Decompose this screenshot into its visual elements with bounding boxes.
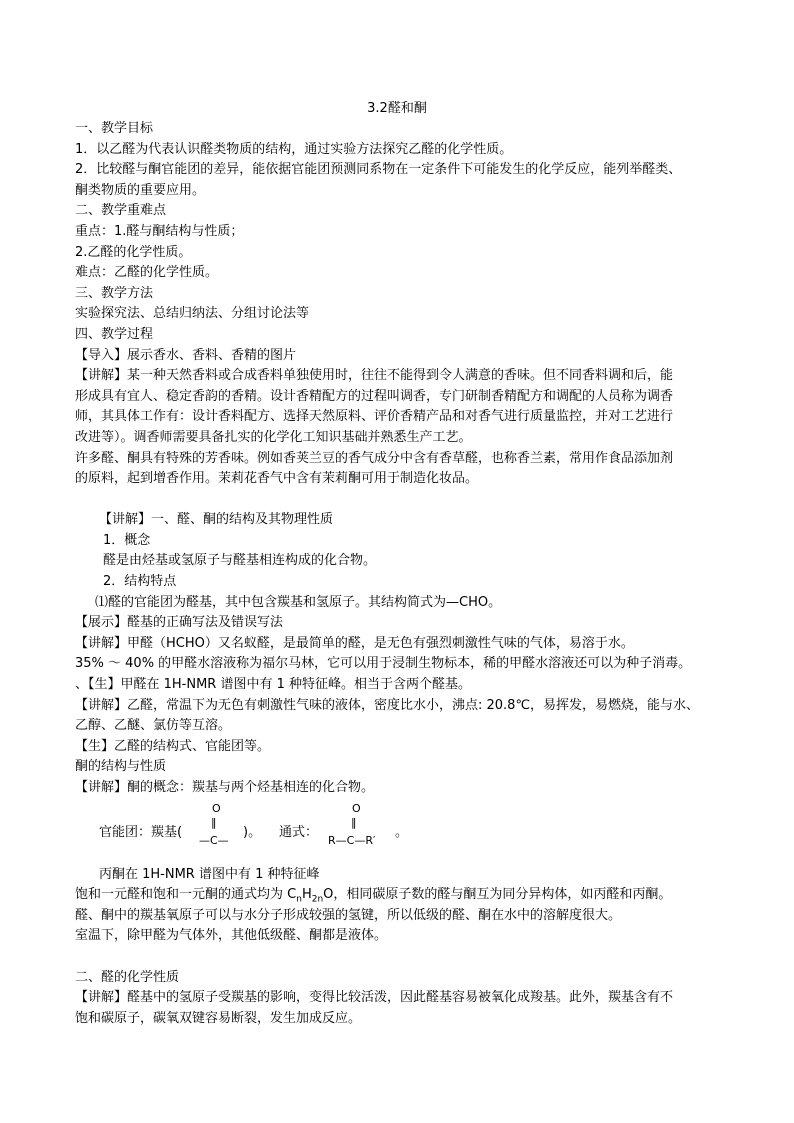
section-heading: 四、教学过程: [75, 326, 154, 342]
text-line: 2．比较醛与酮官能团的差异，能依据官能团预测同系物在一定条件下可能发生的化学反应，能列举醛类、: [75, 162, 682, 178]
text-line: 许多醛、酮具有特殊的芳香味。例如香荚兰豆的香气成分中含有香草醛，也称香兰素，常用作食品添加剂: [75, 450, 674, 466]
page-title: 3.2醛和酮: [367, 101, 427, 116]
document-body: [75, 119, 755, 1029]
text-line: 2.乙醛的化学性质。: [75, 244, 192, 260]
text-line: 35% ～ 40% 的甲醛水溶液称为福尔马林，它可以用于浸制生物标本，稀的甲醛水溶液还可以为种子消毒。: [75, 656, 692, 672]
spacer: [75, 947, 755, 968]
general-formula-label: 通式：: [279, 824, 319, 840]
section-heading: 二、醛的化学性质: [75, 969, 180, 985]
text-line: 重点：1.醛与酮结构与性质；: [75, 223, 244, 239]
section-heading: 二、教学重难点: [75, 203, 167, 219]
text-line: 形成具有宜人、稳定香韵的香精。设计香精配方的过程叫调香，专门研制香精配方和调配的人员称为调香: [75, 388, 674, 404]
text-line: 1．概念: [103, 532, 151, 548]
text-line: 师，其具体工作有：设计香料配方、选择天然原料、评价香精产品和对香气进行质量监控，并对工艺进行: [75, 409, 674, 425]
ketone-oxygen: O: [352, 801, 361, 815]
text-line: 2．结构特点: [103, 574, 177, 590]
structural-formula-block: [75, 799, 755, 865]
text-line: 饱和碳原子，碳氧双键容易断裂，发生加成反应。: [75, 1010, 362, 1026]
text-line: 【讲解】乙醛，常温下为无色有刺激性气味的液体，密度比水小，沸点: 20.8℃，易挥发，易燃烧，能与水、: [75, 697, 700, 713]
ketone-double-bond: ‖: [351, 815, 357, 829]
carbonyl-oxygen: O: [212, 801, 221, 815]
general-formula-end: 。: [395, 824, 409, 840]
spacer: [75, 490, 755, 511]
carbonyl-double-bond: ‖: [211, 815, 217, 829]
ketone-general-formula: R—C—R′: [328, 833, 376, 847]
text-line: 实验探究法、总结归纳法、分组讨论法等: [75, 306, 310, 322]
text-line: 【讲解】甲醛（HCHO）又名蚁醛，是最简单的醛，是无色有强烈刺激性气味的气体，易溶于水。: [75, 635, 634, 651]
text-line: 醛、酮中的羰基氧原子可以与水分子形成较强的氢键，所以低级的醛、酮在水中的溶解度很大。: [75, 907, 622, 923]
text-line: 【生】乙醛的结构式、官能团等。: [75, 738, 271, 754]
text-line: 、【生】甲醛在 1H-NMR 谱图中有 1 种特征峰。相当于含两个醛基。: [75, 677, 472, 693]
text-line: 醛是由烃基或氢原子与醛基相连构成的化合物。: [103, 553, 377, 569]
text-line: 丙酮在 1H-NMR 谱图中有 1 种特征峰: [99, 866, 320, 882]
text-line: 【讲解】酮的概念：羰基与两个烃基相连的化合物。: [75, 780, 375, 795]
text-line: 【讲解】某一种天然香料或合成香料单独使用时，往往不能得到令人满意的香味。但不同香料调和后，能: [75, 368, 674, 384]
section-heading: 一、教学目标: [75, 121, 154, 136]
text-line: 【讲解】醛基中的氢原子受羰基的影响，变得比较活泼，因此醛基容易被氧化成羧基。此外，羰基含有不: [75, 990, 674, 1006]
functional-group-close: )。: [243, 824, 262, 840]
text-line: 改进等）。调香师需要具备扎实的化学化工知识基础并熟悉生产工艺。: [75, 429, 472, 445]
text-line: 【讲解】一、醛、酮的结构及其物理性质: [99, 512, 334, 528]
text-line: 酮的结构与性质: [75, 759, 167, 775]
text-line: 的原料，起到增香作用。茉莉花香气中含有茉莉酮可用于制造化妆品。: [75, 471, 479, 487]
functional-group-label: 官能团：羰基(: [99, 824, 183, 840]
general-formula-line: 饱和一元醛和饱和一元酮的通式均为 $C_nH_{2n}O$，相同碳原子数的醛与酮互为同分异构体，如丙醛和丙酮。: [75, 887, 672, 905]
text-line: 【导入】展示香水、香料、香精的图片: [75, 347, 297, 363]
text-line: 【展示】醛基的正确写法及错误写法: [75, 615, 284, 631]
section-heading: 三、教学方法: [75, 285, 154, 301]
text-line: 1．以乙醛为代表认识醛类物质的结构，通过实验方法探究乙醛的化学性质。: [75, 141, 513, 157]
text-line: 酮类物质的重要应用。: [75, 182, 206, 198]
text-line: 室温下，除甲醛为气体外，其他低级醛、酮都是液体。: [75, 928, 388, 944]
text-line: 乙醇、乙醚、氯仿等互溶。: [75, 718, 232, 734]
carbonyl-group: —C—: [199, 833, 229, 847]
text-line: ⑴醛的官能团为醛基，其中包含羰基和氢原子。其结构简式为—CHO。: [95, 594, 502, 610]
text-line: 难点：乙醛的化学性质。: [75, 265, 219, 281]
